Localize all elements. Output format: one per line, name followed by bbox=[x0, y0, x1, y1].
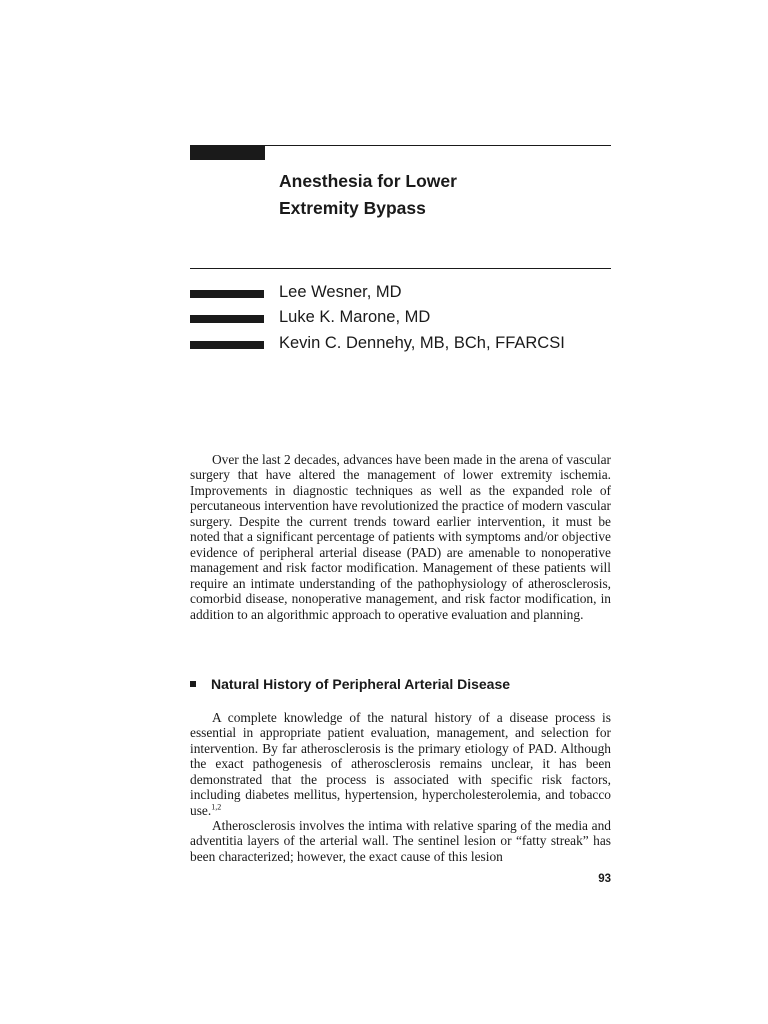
header-tab-block bbox=[190, 145, 265, 160]
author-3: Kevin C. Dennehy, MB, BCh, FFARCSI bbox=[279, 334, 565, 352]
author-1: Lee Wesner, MD bbox=[279, 283, 402, 301]
section-paragraph-1-text: A complete knowledge of the natural history of a disease process is essential in appropriate patient evaluation, management, and selection for intervention. By far atherosclerosis is the primary etiology of PAD. Although the exact pathogenesis of atherosclerosis remains unclear, it has been demonstrated that the process is associated with specific risk factors, including diabetes mellitus, hypertension, hypercholesterolemia, and tobacco use. bbox=[190, 710, 611, 818]
citation-refs: 1,2 bbox=[211, 802, 222, 812]
section-paragraph-2: Atherosclerosis involves the intima with relative sparing of the media and adventitia layers of the arterial wall. The sentinel lesion or “fatty streak” has been characterized; however, the exact cause of this lesion bbox=[190, 818, 611, 864]
author-2: Luke K. Marone, MD bbox=[279, 308, 431, 326]
chapter-title-line-2: Extremity Bypass bbox=[279, 198, 426, 218]
author-bar-1 bbox=[190, 290, 264, 298]
chapter-title-line-1: Anesthesia for Lower bbox=[279, 171, 457, 191]
chapter-title bbox=[279, 168, 599, 222]
author-bar-3 bbox=[190, 341, 264, 349]
section-bullet-icon bbox=[190, 681, 196, 687]
intro-paragraph: Over the last 2 decades, advances have been made in the arena of vascular surgery that have altered the management of lower extremity ischemia. Improvements in diagnostic techniques as well as the expanded role of percutaneous intervention have revolutionized the practice of modern vascular surgery. Despite the current trends toward earlier intervention, it must be noted that a significant percentage of patients with symptoms and/or objective evidence of peripheral arterial disease (PAD) are amenable to nonoperative management and risk factor modification. Management of these patients will require an intimate understanding of the pathophysiology of atherosclerosis, comorbid disease, nonoperative management, and risk factor modification, in addition to an algorithmic approach to operative evaluation and planning. bbox=[190, 452, 611, 622]
page-number: 93 bbox=[598, 873, 611, 885]
title-divider bbox=[190, 268, 611, 269]
author-bar-2 bbox=[190, 315, 264, 323]
section-paragraph-1 bbox=[190, 710, 611, 818]
section-heading: Natural History of Peripheral Arterial Disease bbox=[211, 676, 511, 692]
